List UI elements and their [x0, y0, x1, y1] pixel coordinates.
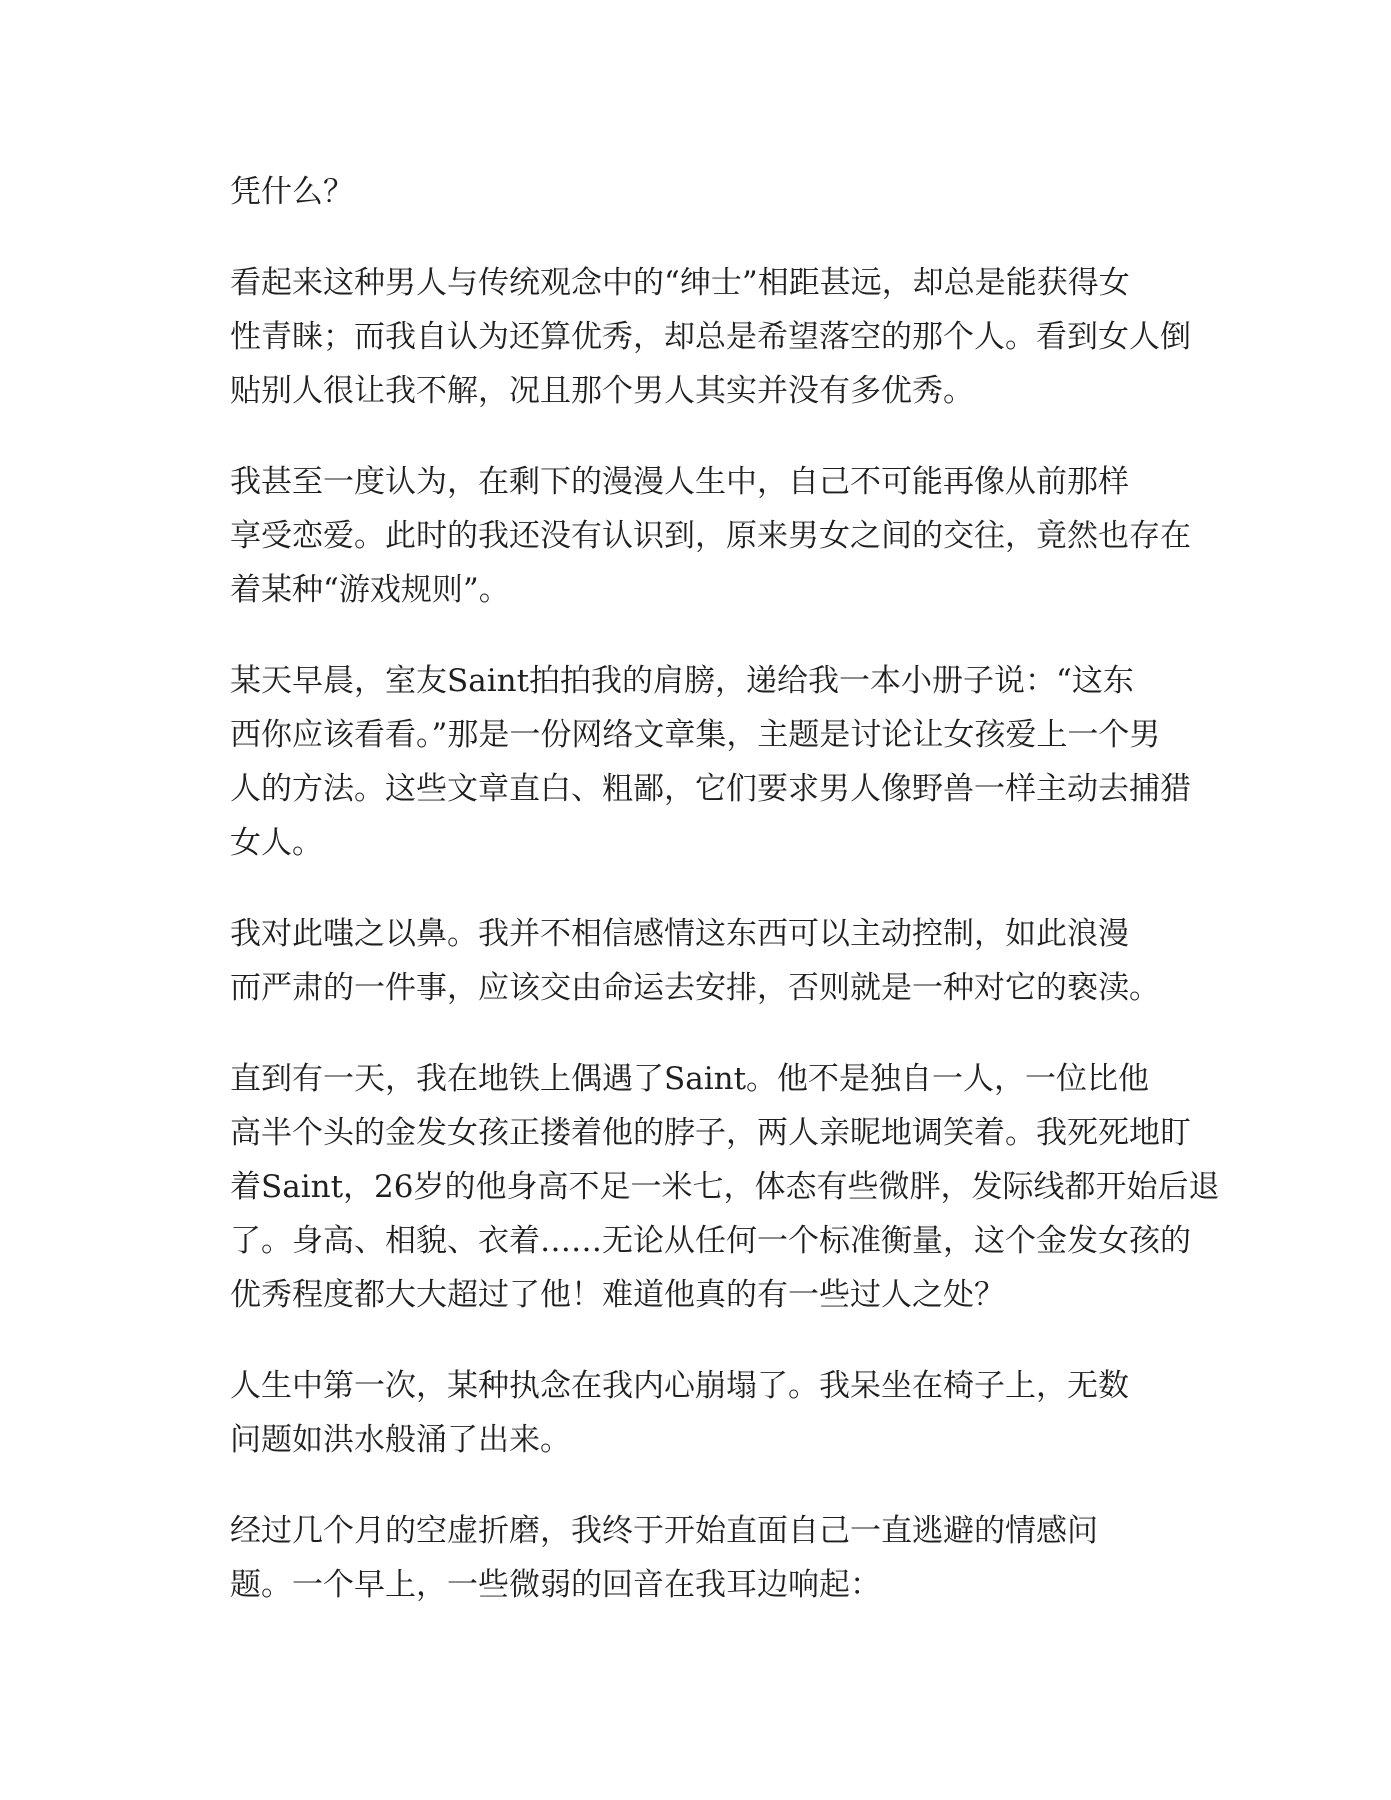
text-line: 直到有一天，我在地铁上偶遇了Saint。他不是独自一人，一位比他 [230, 1061, 1150, 1097]
paragraph-7 [166, 1359, 1224, 1467]
text-line: 经过几个月的空虚折磨，我终于开始直面自己一直逃避的情感问 [230, 1513, 1098, 1549]
text-line: 西你应该看看。”那是一份网络文章集，主题是讨论让女孩爱上一个男 [230, 717, 1161, 753]
text-line: 某天早晨，室友Saint拍拍我的肩膀，递给我一本小册子说：“这东 [230, 663, 1134, 699]
text-line: 优秀程度都大大超过了他！难道他真的有一些过人之处？ [230, 1277, 1005, 1313]
paragraph-3 [166, 455, 1224, 617]
text-line: 人生中第一次，某种执念在我内心崩塌了。我呆坐在椅子上，无数 [230, 1368, 1129, 1404]
paragraph-5 [166, 907, 1224, 1015]
text-line: 人的方法。这些文章直白、粗鄙，它们要求男人像野兽一样主动去捕猎 [230, 771, 1191, 807]
text-line: 女人。 [230, 825, 323, 861]
text-line: 贴别人很让我不解，况且那个男人其实并没有多优秀。 [230, 373, 974, 409]
text-line: 高半个头的金发女孩正搂着他的脖子，两人亲昵地调笑着。我死死地盯 [230, 1115, 1191, 1151]
text-line: 凭什么？ [230, 174, 354, 210]
paragraph-6 [166, 1052, 1224, 1322]
paragraph-2 [166, 256, 1224, 418]
text-line: 享受恋爱。此时的我还没有认识到，原来男女之间的交往，竟然也存在 [230, 518, 1191, 554]
paragraph-4 [166, 654, 1224, 870]
text-line: 着Saint，26岁的他身高不足一米七，体态有些微胖，发际线都开始后退 [230, 1169, 1220, 1205]
paragraph-8 [166, 1504, 1224, 1612]
text-line: 我对此嗤之以鼻。我并不相信感情这东西可以主动控制，如此浪漫 [230, 916, 1129, 952]
text-line: 看起来这种男人与传统观念中的“绅士”相距甚远，却总是能获得女 [230, 265, 1130, 301]
text-line: 我甚至一度认为，在剩下的漫漫人生中，自己不可能再像从前那样 [230, 464, 1129, 500]
paragraph-1 [166, 165, 1224, 219]
document-body [166, 165, 1224, 1649]
text-line: 问题如洪水般涌了出来。 [230, 1422, 571, 1458]
text-line: 题。一个早上，一些微弱的回音在我耳边响起： [230, 1567, 881, 1603]
text-line: 着某种“游戏规则”。 [230, 572, 510, 608]
text-line: 了。身高、相貌、衣着……无论从任何一个标准衡量，这个金发女孩的 [230, 1223, 1191, 1259]
text-line: 性青睐；而我自认为还算优秀，却总是希望落空的那个人。看到女人倒 [230, 319, 1191, 355]
text-line: 而严肃的一件事，应该交由命运去安排，否则就是一种对它的亵渎。 [230, 970, 1160, 1006]
